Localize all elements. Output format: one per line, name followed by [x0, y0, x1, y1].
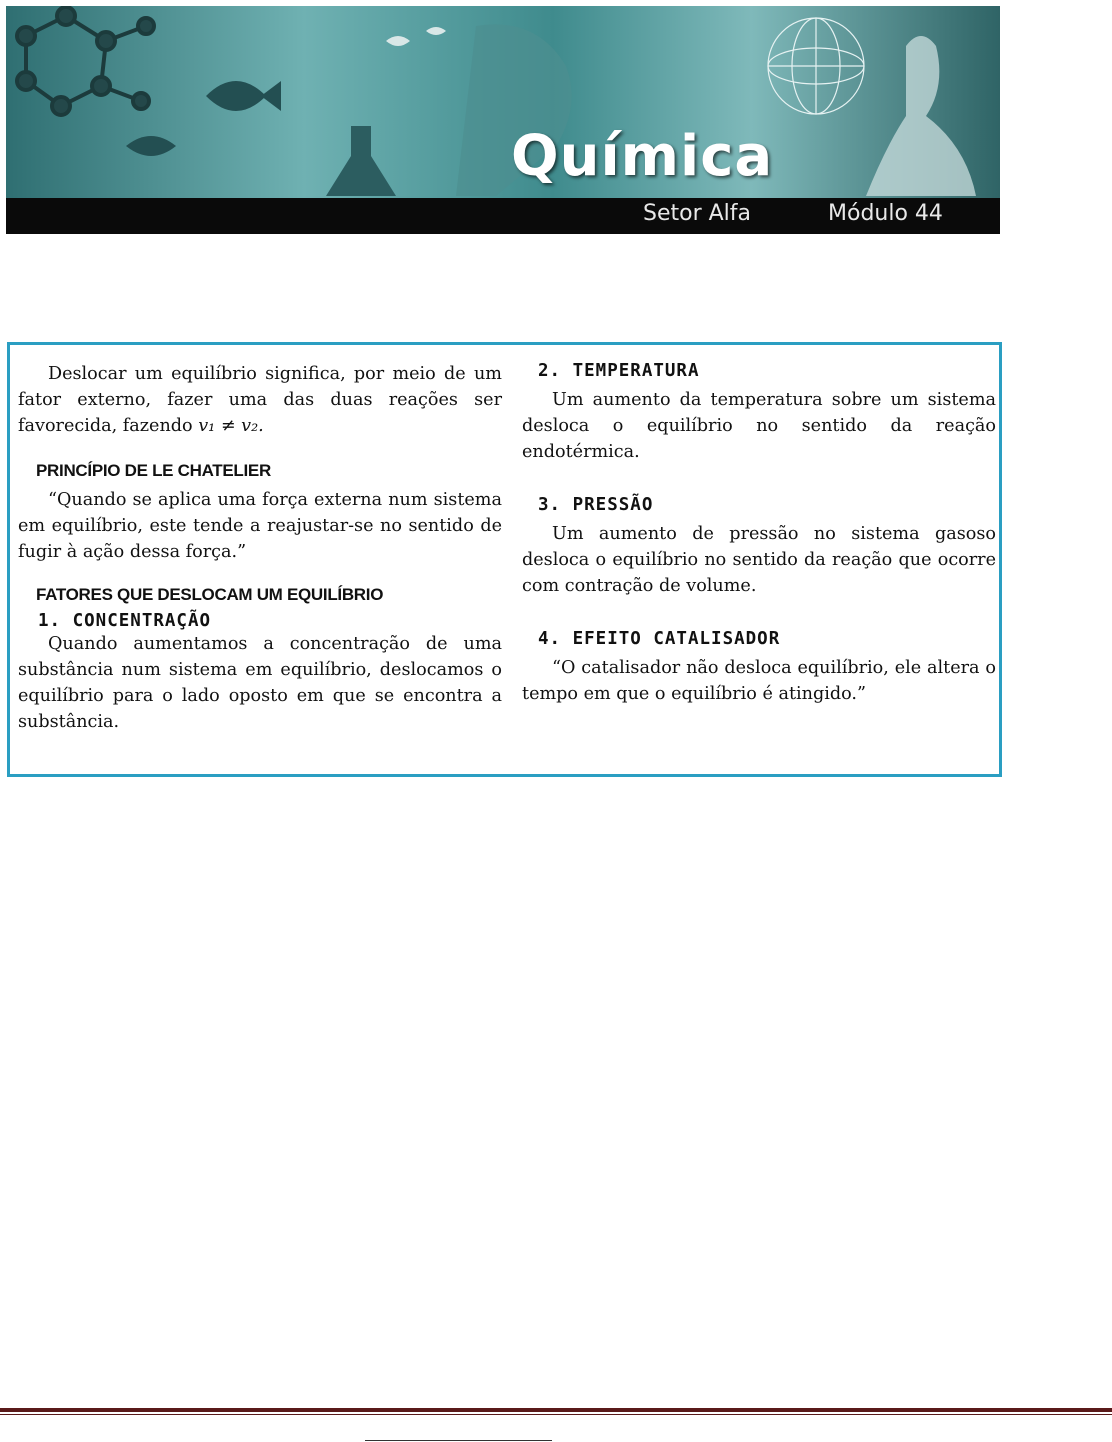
banner-illustration [6, 6, 1000, 198]
fish-icon [126, 81, 281, 156]
banner-title: Química [511, 124, 774, 189]
flask-icon [326, 126, 396, 196]
footer-underline [365, 1440, 552, 1441]
header-banner [6, 6, 1000, 234]
banner-bar [6, 198, 1000, 234]
molecule-icon [17, 7, 154, 115]
pressao-heading: 3. PRESSÃO [538, 495, 654, 515]
concentracao-paragraph: Quando aumentamos a concentração de uma substância num sistema em equilíbrio, deslocamos o equilíbrio para o lado oposto em que se encontra a substância. [18, 634, 502, 732]
catalisador-paragraph: “O catalisador não desloca equilíbrio, ele altera o tempo em que o equilíbrio é atingido.” [522, 658, 996, 704]
fatores-heading-text: FATORES QUE DESLOCAM UM EQUILÍBRIO [36, 585, 384, 604]
concentracao-heading: 1. CONCENTRAÇÃO [38, 611, 212, 631]
setor-label: Setor Alfa [643, 201, 752, 226]
small-fish-icon [386, 27, 446, 46]
catalisador-heading: 4. EFEITO CATALISADOR [538, 629, 781, 649]
temperatura-heading: 2. TEMPERATURA [538, 361, 700, 381]
temperatura-paragraph: Um aumento da temperatura sobre um sistema desloca o equilíbrio no sentido da reação endotérmica. [522, 390, 996, 462]
modulo-label: Módulo 44 [828, 201, 943, 226]
principio-heading [18, 461, 502, 481]
principio-heading-text: PRINCÍPIO DE LE CHATELIER [36, 461, 271, 480]
footer-rule [0, 1408, 1112, 1412]
footer-rule-thin [0, 1414, 1112, 1415]
left-column [18, 361, 502, 735]
globe-icon [768, 18, 864, 114]
dancer-silhouette [866, 36, 976, 196]
intro-text: Deslocar um equilíbrio significa, por meio de um fator externo, fazer uma das duas reações ser favorecida, fazendo [18, 364, 502, 436]
content-box [7, 342, 1002, 777]
pressao-paragraph: Um aumento de pressão no sistema gasoso desloca o equilíbrio no sentido da reação que ocorre com contração de volume. [522, 524, 996, 596]
intro-paragraph [18, 361, 502, 439]
intro-math: v₁ ≠ v₂. [198, 416, 264, 436]
principio-paragraph: “Quando se aplica uma força externa num sistema em equilíbrio, este tende a reajustar-se no sentido de fugir à ação dessa força.” [18, 490, 502, 562]
right-column [522, 361, 996, 707]
fatores-heading [18, 585, 502, 605]
